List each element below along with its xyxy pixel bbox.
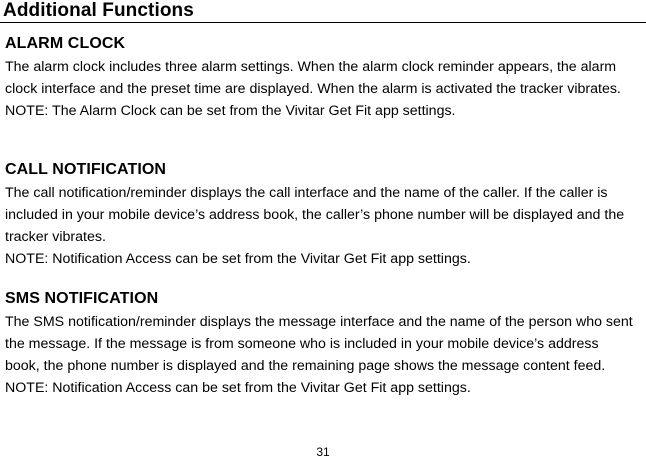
section-note-call-notification: NOTE: Notification Access can be set from the Vivitar Get Fit app settings. — [5, 251, 471, 267]
section-note-sms-notification: NOTE: Notification Access can be set from the Vivitar Get Fit app settings. — [5, 380, 471, 396]
section-heading-call-notification: CALL NOTIFICATION — [5, 161, 167, 178]
section-sms-notification — [5, 289, 637, 399]
section-heading-alarm-clock: ALARM CLOCK — [5, 35, 126, 52]
section-alarm-clock — [5, 34, 637, 122]
section-heading-sms-notification: SMS NOTIFICATION — [5, 290, 159, 307]
section-call-notification — [5, 160, 637, 270]
section-body-sms-notification: The SMS notification/reminder displays the message interface and the name of the person who sent the message. If the message is from someone who is included in your mobile device’s address book, the phone number is displayed and the remaining page shows the message content feed. — [5, 314, 633, 374]
section-body-alarm-clock: The alarm clock includes three alarm settings. When the alarm clock reminder appears, the alarm clock interface and the preset time are displayed. When the alarm is activated the tracker vibrates. — [5, 59, 621, 97]
section-note-alarm-clock: NOTE: The Alarm Clock can be set from the Vivitar Get Fit app settings. — [5, 103, 456, 119]
page-number: 31 — [316, 445, 330, 459]
section-body-call-notification: The call notification/reminder displays the call interface and the name of the caller. If the caller is included in your mobile device’s address book, the caller’s phone number will be displayed and the tracker vibrates. — [5, 185, 625, 245]
page-title: Additional Functions — [3, 0, 194, 21]
title-divider — [0, 22, 646, 23]
